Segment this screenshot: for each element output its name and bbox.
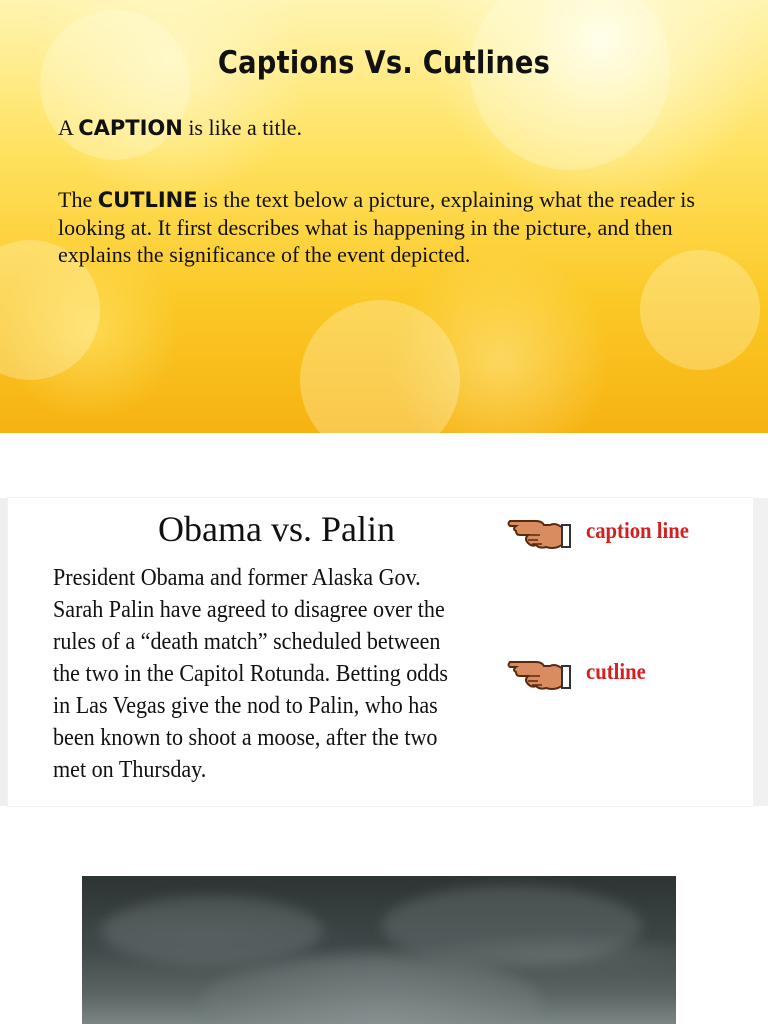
caption-lead: A [58,115,79,140]
cutline-rest: is the text below a picture, explaining what the reader is looking at. It first describes what is happening in the picture, and then explains the significance of the event depicted. [58,187,695,267]
example-headline: Obama vs. Palin [158,509,395,549]
cloud-shape [202,956,542,1024]
bokeh-light [300,300,460,433]
bokeh-light [470,0,670,170]
cloud-shape [102,896,322,966]
pointing-hand-icon [506,652,576,692]
caption-line-label: caption line [586,518,689,543]
cutline-label: cutline [586,659,646,684]
bokeh-light [640,250,760,370]
caption-rest: is like a title. [182,115,302,140]
cutline-keyword: CUTLINE [97,188,198,212]
storm-clouds-photo [82,876,676,1024]
cutline-definition [58,186,708,268]
example-slide [0,498,768,806]
caption-keyword: CAPTION [78,116,183,140]
cloud-shape [382,886,642,966]
slide-edge [0,498,8,806]
slide-edge [753,498,768,806]
example-panel [8,498,753,806]
definition-slide [0,0,768,433]
caption-definition [58,115,708,141]
slide-title: Captions Vs. Cutlines [217,45,551,81]
cutline-lead: The [58,187,98,212]
pointing-hand-icon [506,511,576,551]
example-cutline-text: President Obama and former Alaska Gov. Sarah Palin have agreed to disagree over the rules of a “death match” scheduled between the two in the Capitol Rotunda. Betting odds in Las Vegas give the nod to Palin, who has been known to shoot a moose, after the two met on Thursday. [53,565,448,783]
